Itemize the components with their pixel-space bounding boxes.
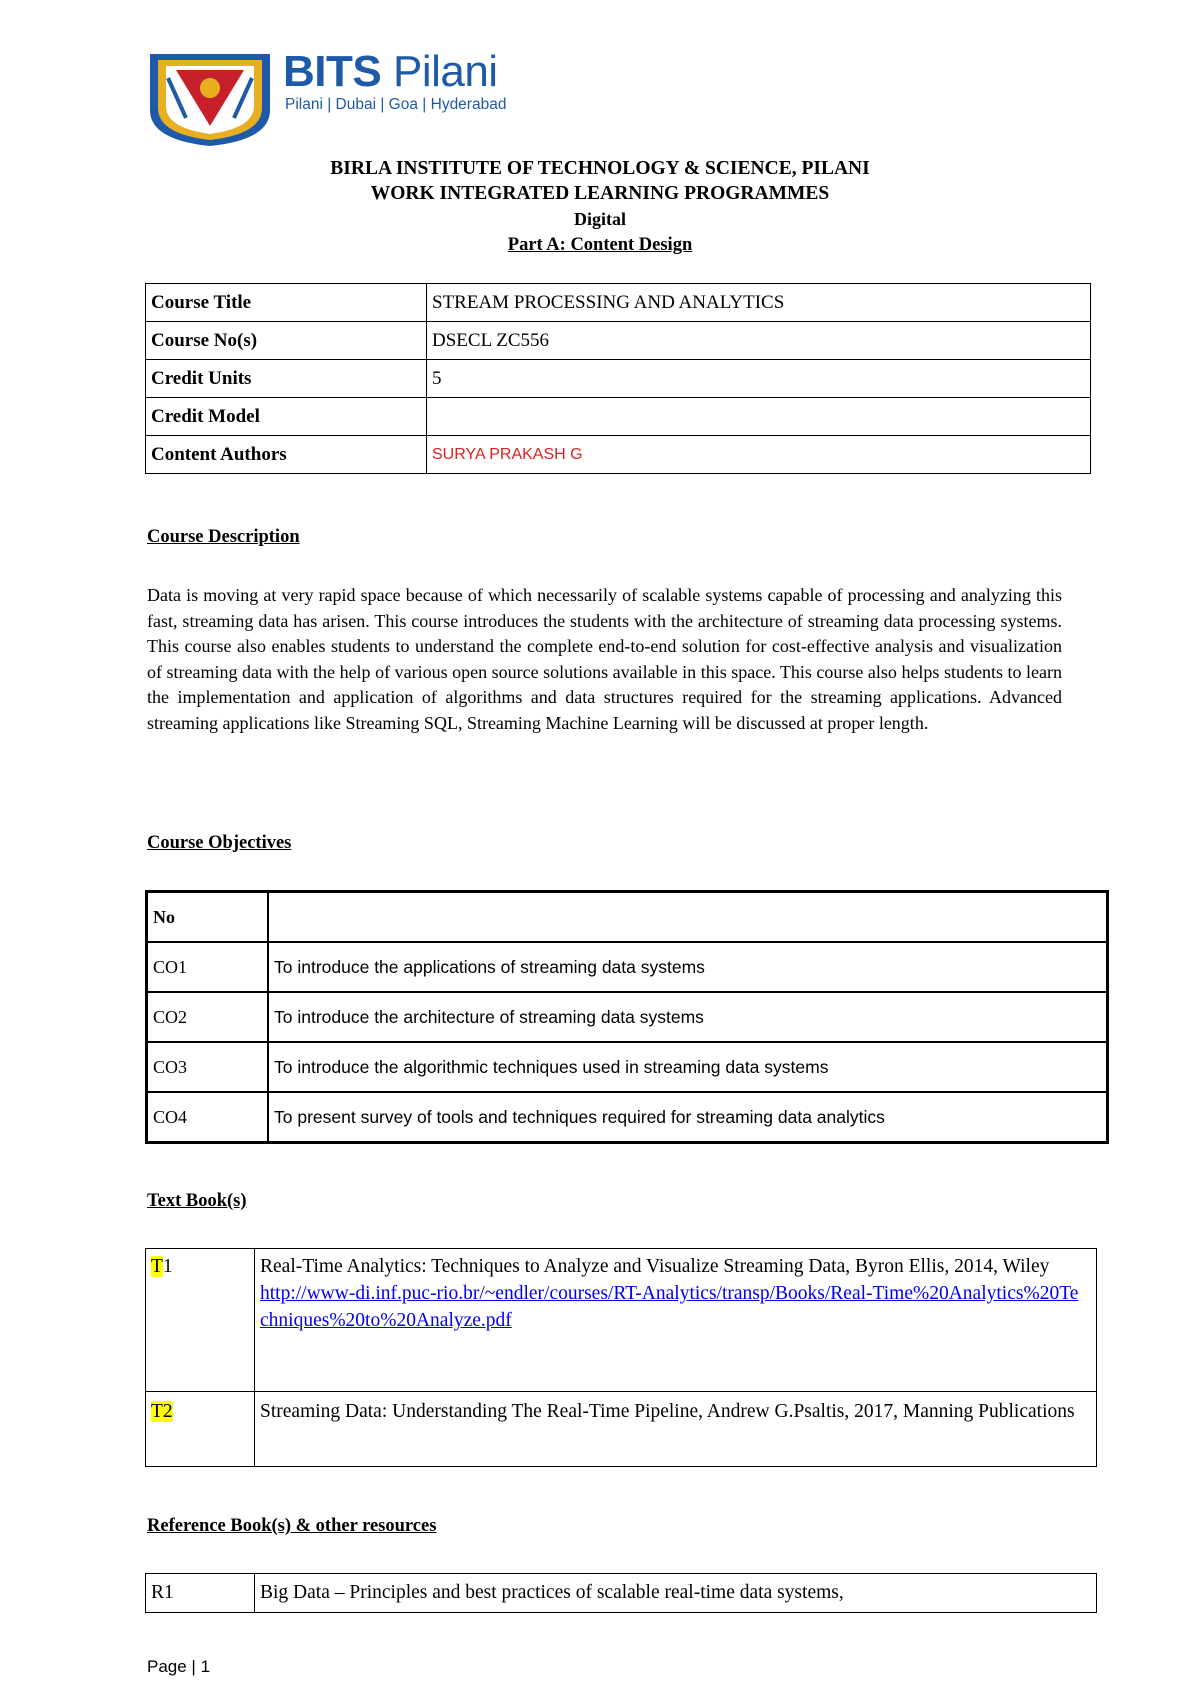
credit-units-value: 5 [427, 360, 1091, 398]
course-no-label: Course No(s) [146, 322, 427, 360]
objectives-header-no: No [147, 892, 269, 943]
textbook-citation: Real-Time Analytics: Techniques to Analyze and Visualize Streaming Data, Byron Ellis, 2014, Wiley [260, 1256, 1050, 1277]
textbook-citation: Streaming Data: Understanding The Real-Time Pipeline, Andrew G.Psaltis, 2017, Manning Publications [255, 1392, 1097, 1467]
programme-mode: Digital [574, 209, 626, 229]
table-row [146, 322, 1091, 360]
table-row [146, 436, 1091, 474]
course-objectives-table [145, 890, 1109, 1144]
objective-id: CO3 [147, 1042, 269, 1092]
course-no-value: DSECL ZC556 [427, 322, 1091, 360]
textbook-link[interactable]: http://www-di.inf.puc-rio.br/~endler/courses/RT-Analytics/transp/Books/Real-Time%20Analytics%20Techniques%20to%20Analyze.pdf [260, 1283, 1079, 1331]
credit-model-value [427, 398, 1091, 436]
course-info-table [145, 283, 1091, 474]
brand-name: BITS Pilani [283, 47, 498, 96]
references-table [145, 1573, 1097, 1613]
textbook-id-number: 1 [162, 1256, 173, 1277]
table-row [146, 1249, 1097, 1392]
objectives-header-text [268, 892, 1108, 943]
table-row [147, 1042, 1108, 1092]
objective-id: CO2 [147, 992, 269, 1042]
programme-name: WORK INTEGRATED LEARNING PROGRAMMES [370, 183, 830, 204]
textbook-id [146, 1392, 255, 1467]
table-row [146, 1392, 1097, 1467]
objective-id: CO1 [147, 942, 269, 992]
brand-campuses: Pilani | Dubai | Goa | Hyderabad [285, 96, 507, 113]
page-number: Page | 1 [147, 1657, 211, 1676]
content-authors-value: SURYA PRAKASH G [427, 436, 1091, 474]
credit-model-label: Credit Model [146, 398, 427, 436]
reference-citation: Big Data – Principles and best practices of scalable real-time data systems, [255, 1574, 1097, 1613]
objective-id: CO4 [147, 1092, 269, 1143]
objective-text: To introduce the architecture of streaming data systems [268, 992, 1108, 1042]
credit-units-label: Credit Units [146, 360, 427, 398]
references-title: Reference Book(s) & other resources [147, 1516, 437, 1536]
course-description-text: Data is moving at very rapid space because of which necessarily of scalable systems capable of processing and analyzing this fast, streaming data has arisen. This course introduces the students with the architecture of streaming data processing systems. This course also enables students to understand the complete end-to-end solution for cost-effective analysis and visualization of streaming data with the help of various open source solutions available in this space. This course also helps students to learn the implementation and application of algorithms and data structures required for the streaming applications. Advanced streaming applications like Streaming SQL, Streaming Machine Learning will be discussed at proper length. [147, 585, 1062, 733]
course-description-title: Course Description [147, 527, 300, 547]
reference-id: R1 [146, 1574, 255, 1613]
part-title: Part A: Content Design [507, 235, 693, 255]
institute-name: BIRLA INSTITUTE OF TECHNOLOGY & SCIENCE, PILANI [330, 158, 870, 179]
table-row [147, 942, 1108, 992]
table-row [147, 1092, 1108, 1143]
content-authors-label: Content Authors [146, 436, 427, 474]
table-row [146, 398, 1091, 436]
objective-text: To introduce the algorithmic techniques used in streaming data systems [268, 1042, 1108, 1092]
textbook-id [146, 1249, 255, 1392]
textbooks-table [145, 1248, 1097, 1467]
course-title-label: Course Title [146, 284, 427, 322]
textbook-id-highlight: T2 [151, 1401, 173, 1422]
textbook-entry [255, 1249, 1097, 1392]
table-row [146, 284, 1091, 322]
textbook-id-highlight: T [151, 1256, 163, 1277]
table-row [146, 1574, 1097, 1613]
course-objectives-title: Course Objectives [147, 833, 292, 853]
table-row [146, 360, 1091, 398]
course-title-value: STREAM PROCESSING AND ANALYTICS [427, 284, 1091, 322]
textbooks-title: Text Book(s) [147, 1191, 247, 1211]
objective-text: To introduce the applications of streaming data systems [268, 942, 1108, 992]
objective-text: To present survey of tools and techniques required for streaming data analytics [268, 1092, 1108, 1143]
table-row [147, 892, 1108, 943]
table-row [147, 992, 1108, 1042]
